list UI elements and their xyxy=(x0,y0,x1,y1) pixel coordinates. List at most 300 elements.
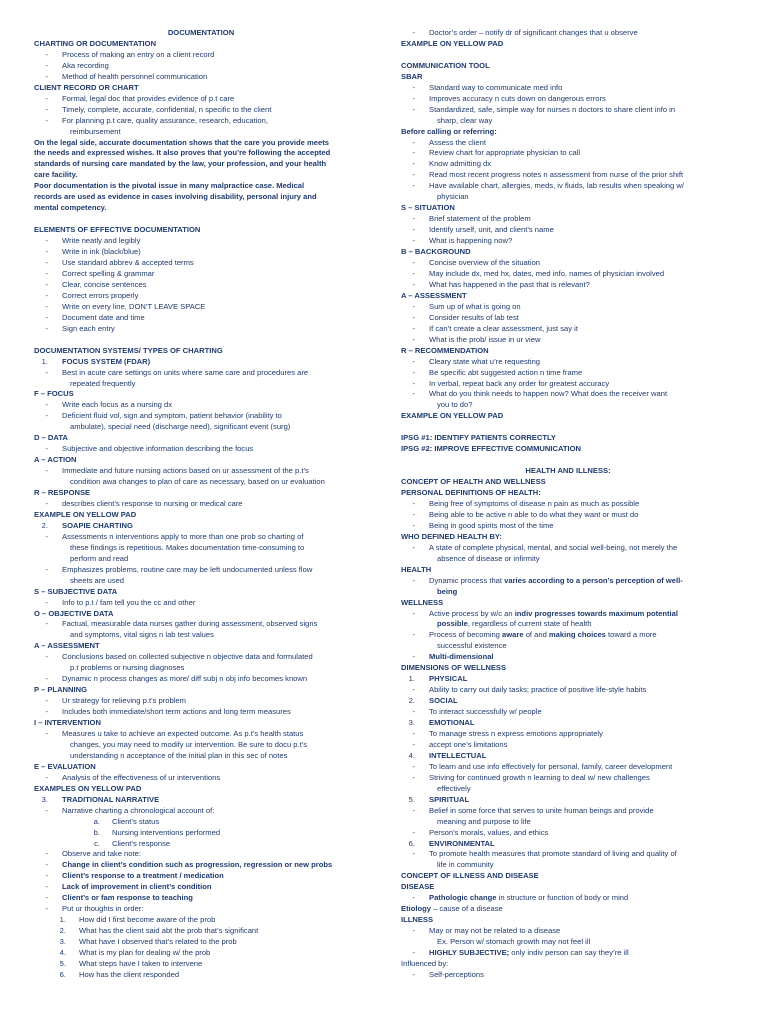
line-text: Client’s response xyxy=(112,838,171,848)
line-text: O – OBJECTIVE DATA xyxy=(34,608,114,618)
heading-line xyxy=(401,411,735,422)
line-text: A state of complete physical, mental, and social well-being, not merely the xyxy=(429,542,678,552)
text-line xyxy=(34,926,368,937)
heading-line xyxy=(401,598,735,609)
line-text: SOCIAL xyxy=(429,696,458,706)
line-text: being xyxy=(437,586,458,596)
text-line xyxy=(401,313,735,324)
list-marker: 5. xyxy=(408,794,415,804)
text-line xyxy=(401,860,735,871)
heading-line xyxy=(401,696,735,707)
list-marker: - xyxy=(412,279,415,289)
line-text: Identify urself, unit, and client’s name xyxy=(429,225,554,235)
line-text: What is my plan for dealing w/ the prob xyxy=(79,948,211,958)
line-text: Info to p.t / fam tell you the cc and other xyxy=(62,597,196,607)
line-text-part: aware xyxy=(502,630,524,640)
text-line xyxy=(401,400,735,411)
list-marker: - xyxy=(412,28,415,37)
text-line xyxy=(401,335,735,346)
list-marker: - xyxy=(412,378,415,388)
line-text: Active process by w/c an indiv progresses towards maximum potential xyxy=(429,608,678,618)
list-marker: - xyxy=(412,367,415,377)
list-marker: - xyxy=(45,674,48,684)
line-text: I – INTERVENTION xyxy=(34,718,101,728)
text-line xyxy=(34,477,368,488)
line-text: COMMUNICATION TOOL xyxy=(401,60,490,70)
list-marker: - xyxy=(45,71,48,81)
list-marker: - xyxy=(45,290,48,300)
text-line xyxy=(34,970,368,981)
line-text: D – DATA xyxy=(34,433,68,443)
heading-line xyxy=(34,159,368,170)
heading-line xyxy=(401,871,735,882)
text-line xyxy=(401,641,735,652)
text-line xyxy=(34,379,368,390)
line-text: Formal, legal doc that provides evidence of p.t care xyxy=(62,93,235,103)
line-text: B – BACKGROUND xyxy=(401,247,471,257)
list-marker: 3. xyxy=(41,794,48,804)
heading-line xyxy=(401,488,735,499)
line-text: you to do? xyxy=(437,400,473,410)
heading-line xyxy=(34,83,368,94)
line-text: WHO DEFINED HEALTH BY: xyxy=(401,531,502,541)
heading-line xyxy=(34,521,368,532)
right-column xyxy=(401,28,735,981)
list-marker: - xyxy=(412,225,415,235)
line-text: CHARTING OR DOCUMENTATION xyxy=(34,38,157,48)
heading-line xyxy=(401,127,735,138)
list-marker: - xyxy=(412,301,415,311)
line-text: P – PLANNING xyxy=(34,685,88,695)
list-marker: - xyxy=(412,729,415,738)
line-text: Being in good spirits most of the time xyxy=(429,520,554,530)
heading-line xyxy=(401,247,735,258)
text-line xyxy=(401,148,735,159)
list-marker: - xyxy=(412,258,415,268)
list-marker: - xyxy=(412,520,415,530)
list-marker: - xyxy=(45,871,48,881)
text-line xyxy=(401,105,735,116)
text-line xyxy=(34,948,368,959)
text-line xyxy=(34,105,368,116)
line-text: What is happening now? xyxy=(429,236,513,246)
line-text xyxy=(401,455,403,466)
line-text: CLIENT RECORD OR CHART xyxy=(34,82,139,92)
line-text: INTELLECTUAL xyxy=(429,750,487,760)
text-line xyxy=(34,773,368,784)
list-marker: - xyxy=(412,575,415,585)
heading-line xyxy=(34,893,368,904)
line-text: To learn and use info effectively for personal, family, career development xyxy=(429,761,673,771)
line-text: Nursing interventions performed xyxy=(112,827,221,837)
line-text: Being able to be active n able to do what they want or must do xyxy=(429,509,639,519)
text-line xyxy=(34,915,368,926)
text-line xyxy=(34,444,368,455)
list-marker: 3. xyxy=(59,937,66,947)
text-line xyxy=(34,652,368,663)
heading-line xyxy=(34,685,368,696)
text-line xyxy=(34,619,368,630)
line-text: Factual, measurable data nurses gather during assessment, observed signs xyxy=(62,619,318,629)
list-marker: - xyxy=(412,805,415,815)
text-line xyxy=(401,389,735,400)
list-marker: 2. xyxy=(59,926,66,936)
text-line xyxy=(34,849,368,860)
list-marker: - xyxy=(412,739,415,749)
line-text-part: in structure or function of body or mind xyxy=(496,893,629,903)
text-line xyxy=(34,663,368,674)
text-line xyxy=(34,116,368,127)
text-line xyxy=(34,368,368,379)
line-text: Method of health personnel communication xyxy=(62,71,208,81)
list-marker: - xyxy=(45,531,48,541)
text-line xyxy=(34,291,368,302)
line-text: In verbal, repeat back any order for greatest accuracy xyxy=(429,378,610,388)
text-line xyxy=(401,707,735,718)
list-marker: - xyxy=(412,652,415,662)
heading-line xyxy=(34,860,368,871)
line-text: repeated frequently xyxy=(70,378,136,388)
text-line xyxy=(401,116,735,127)
line-text: PHYSICAL xyxy=(429,674,468,684)
heading-line xyxy=(401,532,735,543)
list-marker: 5. xyxy=(59,959,66,969)
line-text: accept one’s limitations xyxy=(429,739,508,749)
line-text: Best in acute care settings on units where same care and procedures are xyxy=(62,367,309,377)
line-text: FOCUS SYSTEM (FDAR) xyxy=(62,356,151,366)
text-line xyxy=(34,236,368,247)
line-text: p.t problems or nursing diagnoses xyxy=(70,663,185,673)
line-text: Write each focus as a nursing dx xyxy=(62,400,173,410)
text-line xyxy=(34,543,368,554)
line-text: Conclusions based on collected subjective n objective data and formulated xyxy=(62,652,313,662)
text-line xyxy=(401,959,735,970)
text-line xyxy=(401,762,735,773)
list-marker: - xyxy=(412,389,415,399)
text-line xyxy=(401,357,735,368)
line-text: Dynamic n process changes as more/ diff subj n obj info becomes known xyxy=(62,674,308,684)
heading-line xyxy=(34,510,368,521)
list-marker: 2. xyxy=(41,520,48,530)
line-text: Subjective and objective information describing the focus xyxy=(62,444,254,454)
line-text: EMOTIONAL xyxy=(429,718,475,728)
text-line xyxy=(401,379,735,390)
list-marker: b. xyxy=(93,827,100,837)
text-line xyxy=(401,258,735,269)
line-text: May or may not be related to a disease xyxy=(429,926,561,936)
line-text: Process of making an entry on a client record xyxy=(62,49,215,59)
heading-line xyxy=(34,795,368,806)
list-marker: - xyxy=(45,268,48,278)
text-line xyxy=(401,28,735,39)
text-line xyxy=(34,280,368,291)
text-line xyxy=(34,674,368,685)
list-marker: 6. xyxy=(408,838,415,848)
line-text: A – ACTION xyxy=(34,455,77,465)
line-text: Doctor’s order – notify dr of significant changes that u observe xyxy=(429,28,638,37)
line-text: CONCEPT OF HEALTH AND WELLNESS xyxy=(401,477,546,487)
heading-line xyxy=(34,455,368,466)
line-text: the needs and expressed wishes. It also proves that you’re following the accepted xyxy=(34,148,331,158)
line-text: PERSONAL DEFINITIONS OF HEALTH: xyxy=(401,488,541,498)
heading-line xyxy=(401,444,735,455)
text-line xyxy=(401,214,735,225)
line-text: Pathologic change in structure or function of body or mind xyxy=(429,893,629,903)
text-line xyxy=(34,598,368,609)
heading-line xyxy=(34,225,368,236)
line-text: Self-perceptions xyxy=(429,969,484,979)
list-marker: - xyxy=(45,619,48,629)
text-line xyxy=(401,828,735,839)
heading-line xyxy=(401,203,735,214)
line-text: Influenced by: xyxy=(401,959,449,969)
list-marker: - xyxy=(45,367,48,377)
list-marker: - xyxy=(45,696,48,706)
line-text: Review chart for appropriate physician to call xyxy=(429,148,581,158)
line-text: To manage stress n express emotions appropriately xyxy=(429,729,603,738)
heading-line xyxy=(34,203,368,214)
list-marker: - xyxy=(412,312,415,322)
line-text: SBAR xyxy=(401,71,423,81)
line-text xyxy=(401,422,403,433)
line-text: Multi-dimensional xyxy=(429,652,494,662)
text-line xyxy=(34,576,368,587)
line-text: TRADITIONAL NARRATIVE xyxy=(62,794,160,804)
list-marker: - xyxy=(412,181,415,191)
line-text: effectively xyxy=(437,783,471,793)
line-text: Clear, concise sentences xyxy=(62,279,147,289)
text-line xyxy=(34,61,368,72)
heading-line xyxy=(34,148,368,159)
line-text: Sign each entry xyxy=(62,323,115,333)
line-text: perform and read xyxy=(70,553,129,563)
line-text: these findings is repetitious. Makes documentation time-consuming to xyxy=(70,542,305,552)
list-marker: 6. xyxy=(59,969,66,979)
line-text: Have available chart, allergies, meds, iv fluids, lab results when speaking w/ xyxy=(429,181,684,191)
line-text: S – SUBJECTIVE DATA xyxy=(34,586,118,596)
list-marker: - xyxy=(412,323,415,333)
line-text: EXAMPLE ON YELLOW PAD xyxy=(401,38,504,48)
list-marker: - xyxy=(412,268,415,278)
line-text: Emphasizes problems, routine care may be left undocumented unless flow xyxy=(62,564,313,574)
list-marker: - xyxy=(45,279,48,289)
list-marker: - xyxy=(45,498,48,508)
text-line xyxy=(401,970,735,981)
line-text: What have I observed that’s related to the prob xyxy=(79,937,237,947)
line-text: Cleary state what u’re requesting xyxy=(429,356,541,366)
line-text: sharp, clear way xyxy=(437,115,493,125)
heading-line xyxy=(34,587,368,598)
line-text: absence of disease or infirmity xyxy=(437,553,540,563)
heading-line xyxy=(34,641,368,652)
list-marker: - xyxy=(45,49,48,59)
heading-line xyxy=(401,904,735,915)
line-text: A – ASSESSMENT xyxy=(34,641,100,651)
heading-line xyxy=(401,893,735,904)
line-text: May include dx, med hx, dates, med info, names of physician involved xyxy=(429,268,665,278)
heading-line xyxy=(401,39,735,50)
text-line xyxy=(401,817,735,828)
line-text: Client’s or fam response to teaching xyxy=(62,893,193,903)
text-line xyxy=(34,94,368,105)
line-text: F – FOCUS xyxy=(34,389,74,399)
line-text: Immediate and future nursing actions based on ur assessment of the p.t’s xyxy=(62,466,309,476)
line-text: Timely, complete, accurate, confidential, n specific to the client xyxy=(62,104,272,114)
line-text: Ability to carry out daily tasks; practice of positive life-style habits xyxy=(429,685,647,695)
list-marker: - xyxy=(45,652,48,662)
text-line xyxy=(401,138,735,149)
line-text: life in community xyxy=(437,860,494,870)
text-line xyxy=(401,521,735,532)
heading-line xyxy=(401,72,735,83)
text-line xyxy=(401,50,735,61)
list-marker: - xyxy=(412,608,415,618)
list-marker: - xyxy=(412,772,415,782)
list-marker: - xyxy=(412,236,415,246)
line-text: Belief in some force that serves to unite human beings and provide xyxy=(429,805,654,815)
heading-line xyxy=(401,346,735,357)
list-marker: - xyxy=(412,630,415,640)
heading-line xyxy=(401,477,735,488)
list-marker: - xyxy=(412,334,415,344)
line-text: What is the prob/ issue in ur view xyxy=(429,334,541,344)
list-marker: - xyxy=(45,893,48,903)
list-marker: - xyxy=(412,93,415,103)
text-line xyxy=(401,630,735,641)
line-text: Know admitting dx xyxy=(429,159,492,169)
text-line xyxy=(401,236,735,247)
list-marker: - xyxy=(412,707,415,717)
text-line xyxy=(401,422,735,433)
line-text: SPIRITUAL xyxy=(429,794,470,804)
line-text: Etiology – cause of a disease xyxy=(401,904,503,914)
section-title xyxy=(401,466,735,477)
list-marker: - xyxy=(45,707,48,717)
list-marker: - xyxy=(45,301,48,311)
text-line xyxy=(34,751,368,762)
text-line xyxy=(401,324,735,335)
text-line xyxy=(34,565,368,576)
list-marker: - xyxy=(412,356,415,366)
line-text-part: – cause of a disease xyxy=(430,904,503,914)
text-line xyxy=(34,247,368,258)
heading-line xyxy=(401,795,735,806)
text-line xyxy=(34,214,368,225)
list-marker: - xyxy=(412,498,415,508)
heading-line xyxy=(401,652,735,663)
line-text: Client’s status xyxy=(112,816,160,826)
line-text: sheets are used xyxy=(70,575,125,585)
line-text: physician xyxy=(437,192,469,202)
text-line xyxy=(401,685,735,696)
line-text: and symptoms, vital signs n lab test values xyxy=(70,630,214,640)
list-marker: - xyxy=(45,444,48,454)
line-text: To promote health measures that promote standard of living and quality of xyxy=(429,849,677,859)
line-text: What has the client said abt the prob that’s significant xyxy=(79,926,259,936)
list-marker: - xyxy=(45,236,48,246)
text-line xyxy=(401,554,735,565)
list-marker: - xyxy=(45,564,48,574)
text-line xyxy=(34,806,368,817)
text-line xyxy=(401,499,735,510)
line-text: ILLNESS xyxy=(401,915,434,925)
line-text: Assessments n interventions apply to more than one prob so charting of xyxy=(62,531,304,541)
line-text: Deficient fluid vol, sign and symptom, patient behavior (inability to xyxy=(62,411,282,421)
line-text-part: of and xyxy=(523,630,549,640)
line-text: Client’s response to a treatment / medication xyxy=(62,871,224,881)
list-marker: - xyxy=(45,323,48,333)
list-marker: - xyxy=(45,93,48,103)
text-line xyxy=(401,280,735,291)
line-text: Write in ink (black/blue) xyxy=(62,247,141,257)
text-line xyxy=(401,455,735,466)
line-text: Ur strategy for relieving p.t’s problem xyxy=(62,696,186,706)
text-line xyxy=(401,849,735,860)
line-text: What has happened in the past that is relevant? xyxy=(429,279,590,289)
line-text: IPSG #2: IMPROVE EFFECTIVE COMMUNICATION xyxy=(401,444,582,454)
list-marker: - xyxy=(45,597,48,607)
heading-line xyxy=(401,291,735,302)
list-marker: - xyxy=(45,849,48,859)
line-text: Assess the client xyxy=(429,137,486,147)
heading-line xyxy=(401,587,735,598)
line-text: Change in client’s condition such as progression, regression or new probs xyxy=(62,860,333,870)
line-text-part: making choices xyxy=(548,630,606,640)
text-line xyxy=(34,335,368,346)
list-marker: 3. xyxy=(408,718,415,728)
line-text: Standardized, safe, simple way for nurses n doctors to share client info in xyxy=(429,104,676,114)
text-line xyxy=(34,959,368,970)
list-marker: - xyxy=(45,258,48,268)
line-text: ELEMENTS OF EFFECTIVE DOCUMENTATION xyxy=(34,225,201,235)
heading-line xyxy=(34,488,368,499)
line-text-part: toward a more xyxy=(605,630,657,640)
line-text: IPSG #1: IDENTIFY PATIENTS CORRECTLY xyxy=(401,433,556,443)
list-marker: - xyxy=(412,509,415,519)
text-line xyxy=(34,72,368,83)
text-line xyxy=(34,324,368,335)
line-text: describes client’s response to nursing or medical care xyxy=(62,498,243,508)
line-text: ENVIRONMENTAL xyxy=(429,838,495,848)
list-marker: - xyxy=(412,849,415,859)
list-marker: - xyxy=(45,400,48,410)
line-text: Aka recording xyxy=(62,60,109,70)
list-marker: - xyxy=(45,104,48,114)
line-text xyxy=(34,214,36,225)
text-line xyxy=(401,269,735,280)
text-line xyxy=(401,773,735,784)
text-line xyxy=(401,181,735,192)
list-marker: 4. xyxy=(59,948,66,958)
text-line xyxy=(401,302,735,313)
text-line xyxy=(34,499,368,510)
text-line xyxy=(34,740,368,751)
heading-line xyxy=(34,389,368,400)
line-text: A – ASSESSMENT xyxy=(401,290,467,300)
line-text: understanding n acceptance of the initial plan in this sec of notes xyxy=(70,750,288,760)
list-marker: 4. xyxy=(408,750,415,760)
line-text: Poor documentation is the pivotal issue in many malpractice case. Medical xyxy=(34,181,305,191)
line-text: To interact successfully w/ people xyxy=(429,707,542,717)
line-text: Document date and time xyxy=(62,312,145,322)
heading-line xyxy=(401,619,735,630)
list-marker: - xyxy=(45,805,48,815)
text-line xyxy=(401,368,735,379)
list-marker: - xyxy=(45,115,48,125)
heading-line xyxy=(401,882,735,893)
heading-line xyxy=(34,357,368,368)
heading-line xyxy=(34,882,368,893)
